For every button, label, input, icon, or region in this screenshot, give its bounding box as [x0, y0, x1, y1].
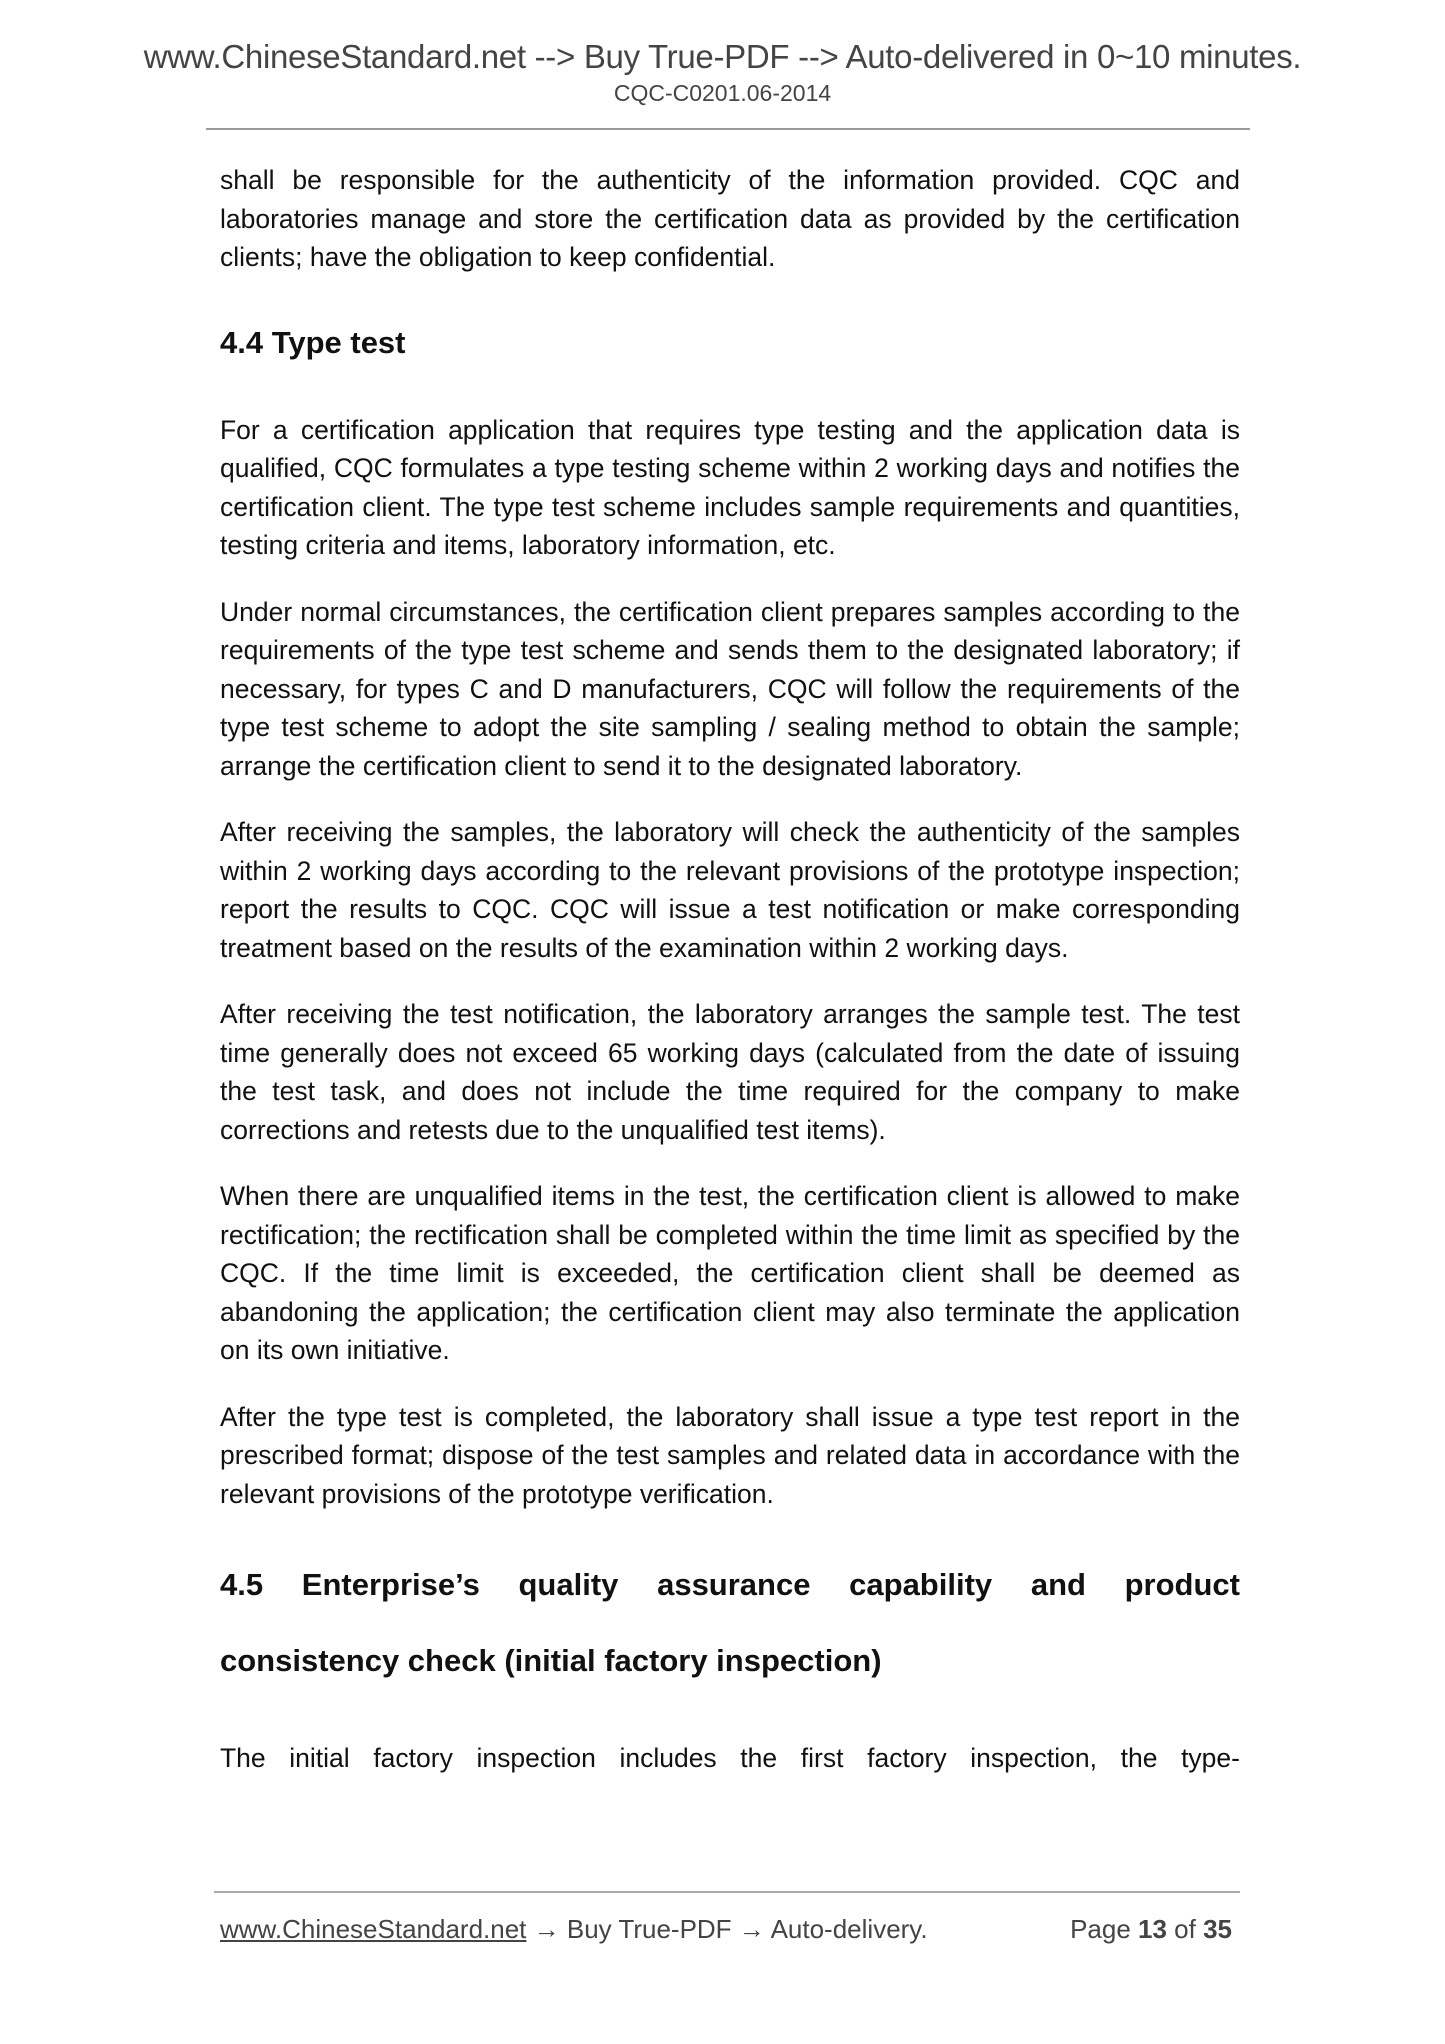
section-heading-4-5: 4.5 Enterprise’s quality assurance capability and product consistency check (initial factory inspection) — [220, 1567, 1240, 1678]
section-heading-4-4: 4.4 Type test — [220, 324, 406, 360]
footer-site-link[interactable]: www.ChineseStandard.net — [220, 1914, 527, 1944]
paragraph: Under normal circumstances, the certification client prepares samples according to the requirements of the type test scheme and sends them to the designated laboratory; if necessary, for types C and D manufacturers, CQC will follow the requirements of the type test scheme to adopt the site sampling / sealing method to obtain the sample; arrange the certification client to send it to the designated laboratory. — [220, 596, 1240, 781]
footer-tagline: → Buy True-PDF → Auto-delivery. — [526, 1914, 928, 1944]
total-pages: 35 — [1203, 1914, 1232, 1944]
intro-paragraph: shall be responsible for the authenticity of the information provided. CQC and laboratories manage and store the certification data as provided by the certification clients; have the obligation to keep confidential. — [220, 165, 1240, 272]
page-indicator — [1070, 1914, 1232, 1945]
header-divider — [206, 128, 1250, 130]
paragraph: When there are unqualified items in the test, the certification client is allowed to make rectification; the rectification shall be completed within the time limit as specified by the CQC. If the time limit is exceeded, the certification client shall be deemed as abandoning the application; the certification client may also terminate the application on its own initiative. — [220, 1181, 1240, 1365]
page-content — [220, 161, 1240, 1806]
paragraph: After receiving the samples, the laboratory will check the authenticity of the samples within 2 working days according to the relevant provisions of the prototype inspection; report the results to CQC. CQC will issue a test notification or make corresponding treatment based on the results of the examination within 2 working days. — [220, 817, 1240, 963]
paragraph: The initial factory inspection includes the first factory inspection, the type- — [220, 1743, 1240, 1773]
page-footer — [220, 1914, 1232, 1945]
current-page-number: 13 — [1138, 1914, 1167, 1944]
document-code: CQC-C0201.06-2014 — [613, 80, 832, 106]
paragraph: For a certification application that requires type testing and the application data is qualified, CQC formulates a type testing scheme within 2 working days and notifies the certification client. The type test scheme includes sample requirements and quantities, testing criteria and items, laboratory information, etc. — [220, 414, 1240, 560]
paragraph: After receiving the test notification, the laboratory arranges the sample test. The test time generally does not exceed 65 working days (calculated from the date of issuing the test task, and does not include the time required for the company to make corrections and retests due to the unqualified test items). — [220, 999, 1240, 1145]
paragraph: After the type test is completed, the laboratory shall issue a type test report in the prescribed format; dispose of the test samples and related data in accordance with the relevant provisions of the prototype verification. — [220, 1401, 1240, 1509]
of-label: of — [1166, 1914, 1204, 1944]
header-banner: www.ChineseStandard.net --> Buy True-PDF --> Auto-delivered in 0~10 minutes. — [143, 38, 1302, 75]
footer-divider — [214, 1891, 1240, 1893]
page-label: Page — [1070, 1914, 1139, 1944]
